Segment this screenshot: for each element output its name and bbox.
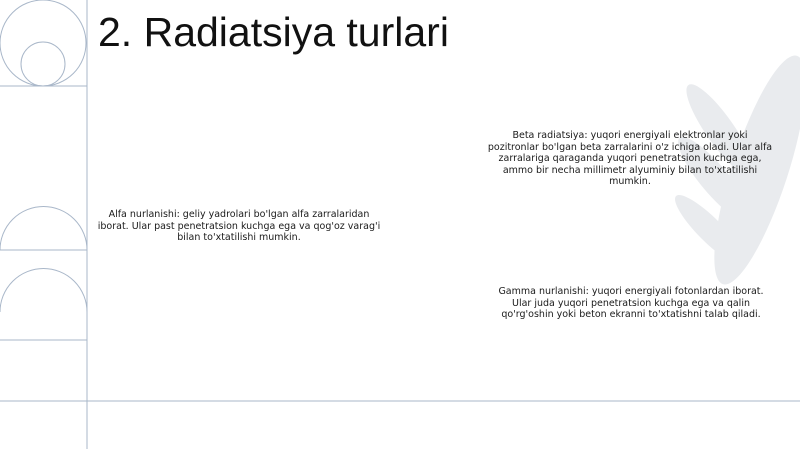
deco-arc-upper [0, 207, 87, 251]
gamma-radiation-text: Gamma nurlanishi: yuqori energiyali fotonlardan iborat. Ular juda yuqori penetratsion kuchga ega va qalin qo'rg'oshin yoki beton ekranni to'xtatishni talab qiladi. [498, 286, 764, 321]
beta-radiation-text: Beta radiatsiya: yuqori energiyali elektronlar yoki pozitronlar bo'lgan beta zarralarini o'z ichiga oladi. Ular alfa zarralariga qaraganda yuqori penetratsion kuchga ega, ammo bir necha millimetr alyuminiy bilan to'xtatilishi mumkin. [487, 130, 773, 188]
deco-arc-lower [0, 269, 87, 313]
alpha-radiation-text: Alfa nurlanishi: geliy yadrolari bo'lgan alfa zarralaridan iborat. Ular past penetratsion kuchga ega va qog'oz varag'i bilan to'xtatilishi mumkin. [97, 209, 381, 244]
deco-circle-small [21, 42, 65, 86]
deco-circle-large [0, 0, 86, 86]
slide-title: 2. Radiatsiya turlari [98, 9, 449, 55]
